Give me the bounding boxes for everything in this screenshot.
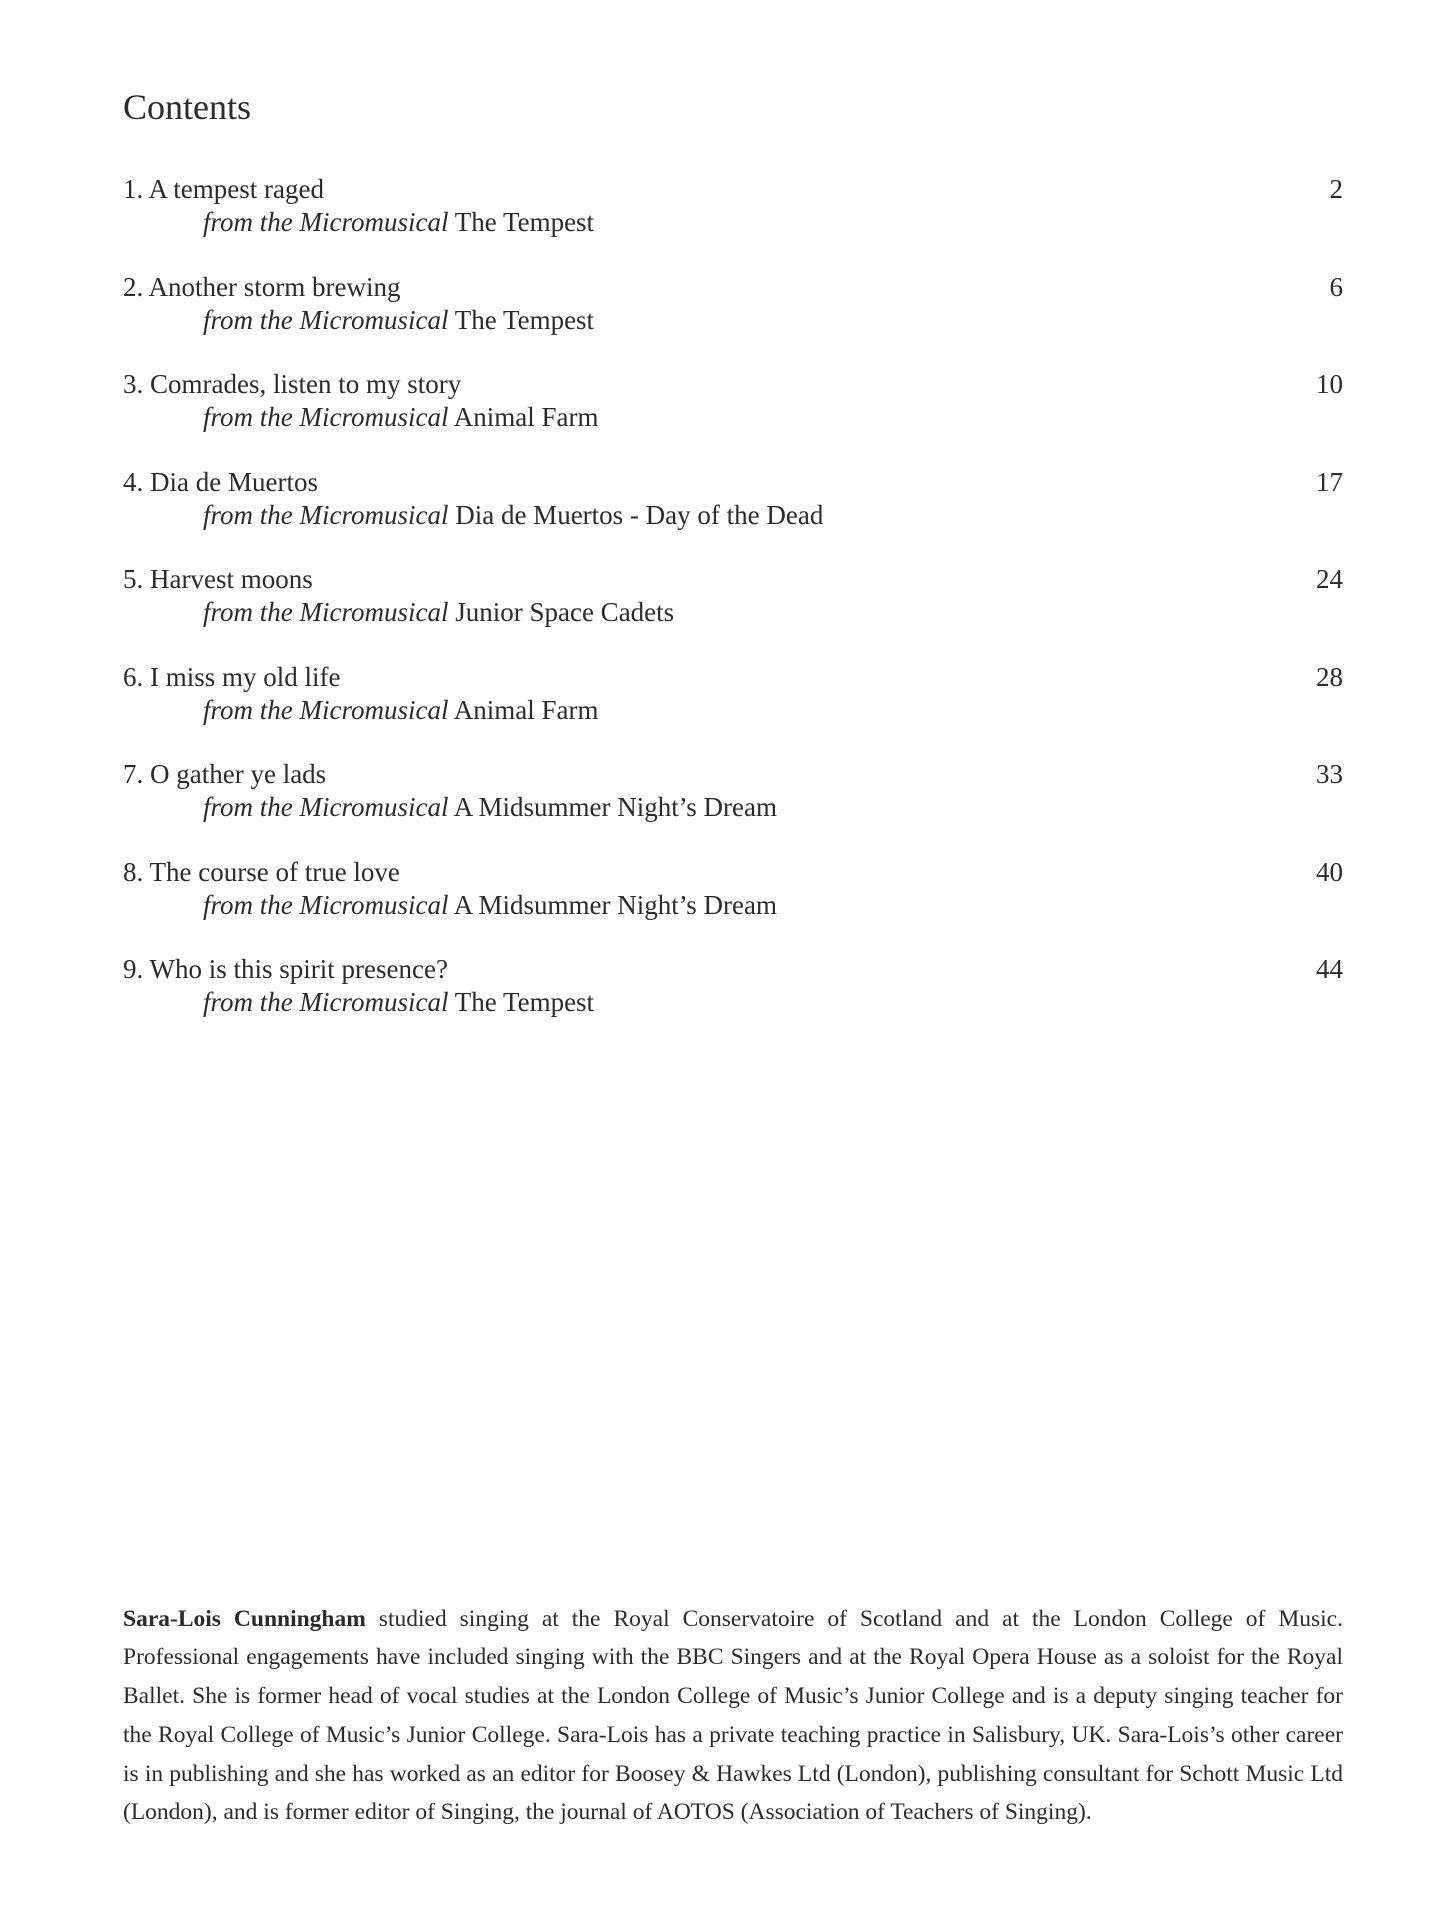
toc-entry-number: 9. — [123, 954, 144, 984]
toc-entry-title-text: A tempest raged — [148, 174, 324, 204]
toc-entry-source-prefix: from the Micromusical — [203, 499, 449, 530]
toc-entry-number: 2. — [123, 271, 144, 302]
toc-entry-title — [123, 855, 400, 889]
toc-entry-source-title: The Tempest — [454, 987, 595, 1017]
toc-entry — [123, 660, 1343, 758]
toc-entry-title-text: I miss my old life — [150, 661, 341, 692]
toc-entry-page-number: 17 — [1316, 466, 1343, 497]
toc-entry-source-title: The Tempest — [454, 207, 595, 237]
toc-entry-title-text: Dia de Muertos — [150, 466, 318, 497]
toc-entry-number: 5. — [123, 564, 144, 594]
toc-entry-number: 4. — [123, 466, 144, 497]
toc-entry-number: 6. — [123, 661, 144, 692]
toc-entry — [123, 562, 1343, 660]
toc-entry-source-prefix: from the Micromusical — [203, 402, 449, 432]
toc-entry-line — [123, 367, 1343, 401]
toc-entry-source-title: Junior Space Cadets — [455, 597, 675, 627]
toc-entry — [123, 270, 1343, 368]
toc-entry — [123, 172, 1343, 270]
toc-entry-page-number: 44 — [1316, 954, 1343, 984]
toc-entry-title — [123, 952, 448, 986]
toc-entry-page-number: 10 — [1316, 369, 1343, 399]
toc-entry-line — [123, 172, 1343, 206]
toc-entry-source — [123, 986, 1343, 1018]
toc-entry-source — [123, 889, 1343, 921]
toc-entry-page-number: 24 — [1316, 564, 1343, 594]
toc-entry-source-title: Dia de Muertos - Day of the Dead — [455, 499, 824, 530]
toc-entry-source-prefix: from the Micromusical — [203, 597, 449, 627]
toc-entry-source — [123, 596, 1343, 628]
toc-entry-title-text: Who is this spirit presence? — [149, 954, 448, 984]
toc-entry-source — [123, 206, 1343, 238]
toc-entry-source-prefix: from the Micromusical — [203, 304, 449, 335]
toc-entry-title-text: Another storm brewing — [148, 271, 401, 302]
toc-entry-title-text: Comrades, listen to my story — [150, 369, 462, 399]
toc-entry-source — [123, 499, 1343, 531]
toc-entry-page-number: 33 — [1316, 759, 1343, 789]
toc-entry-source-title: A Midsummer Night’s Dream — [453, 792, 777, 822]
toc-entry-source-prefix: from the Micromusical — [203, 889, 449, 920]
author-biography-text: studied singing at the Royal Conservatoire of Scotland and at the London College of Music. Professional engagements have included singing with the BBC Singers and at the Royal Opera House as a soloist for the Royal Ballet. She is former head of vocal studies at the London College of Music’s Junior College and is a deputy singing teacher for the Royal College of Music’s Junior College. Sara-Lois has a private teaching practice in Salisbury, UK. Sara-Lois’s other career is in publishing and she has worked as an editor for Boosey & Hawkes Ltd (London), publishing consultant for Schott Music Ltd (London), and is former editor of Singing, the journal of AOTOS (Association of Teachers of Singing). — [123, 1605, 1343, 1826]
toc-entry-line — [123, 855, 1343, 889]
toc-entry-page-number: 40 — [1316, 856, 1343, 887]
toc-entry-title — [123, 465, 318, 499]
toc-entry-source-title: A Midsummer Night’s Dream — [453, 889, 777, 920]
toc-entry-number: 3. — [123, 369, 144, 399]
author-name: Sara-Lois Cunningham — [123, 1605, 366, 1632]
toc-entry-title — [123, 757, 326, 791]
toc-entry-title — [123, 270, 400, 304]
toc-entry-title — [123, 172, 324, 206]
toc-entry — [123, 855, 1343, 953]
toc-entry-title — [123, 562, 313, 596]
toc-entry-title — [123, 367, 461, 401]
toc-entry-source-title: Animal Farm — [453, 402, 599, 432]
toc-entry — [123, 465, 1343, 563]
toc-entry — [123, 367, 1343, 465]
toc-entry-line — [123, 952, 1343, 986]
toc-entry-page-number: 28 — [1316, 661, 1343, 692]
toc-entry-line — [123, 660, 1343, 694]
toc-entry-number: 7. — [123, 759, 144, 789]
toc-entry-source-title: Animal Farm — [453, 694, 599, 725]
toc-entry-source-prefix: from the Micromusical — [203, 207, 449, 237]
toc-entry-source — [123, 401, 1343, 433]
toc-entry-line — [123, 757, 1343, 791]
table-of-contents — [123, 172, 1343, 1050]
toc-entry-title-text: Harvest moons — [150, 564, 313, 594]
toc-entry-number: 8. — [123, 856, 144, 887]
toc-entry-source-prefix: from the Micromusical — [203, 694, 449, 725]
toc-entry-source — [123, 304, 1343, 336]
toc-entry-source — [123, 791, 1343, 823]
toc-entry-line — [123, 270, 1343, 304]
toc-entry-line — [123, 562, 1343, 596]
author-biography — [123, 1600, 1343, 1833]
toc-entry — [123, 952, 1343, 1050]
page-title: Contents — [123, 87, 252, 127]
toc-entry-source-title: The Tempest — [454, 304, 595, 335]
toc-entry-line — [123, 465, 1343, 499]
toc-entry-title-text: O gather ye lads — [150, 759, 327, 789]
toc-entry-number: 1. — [123, 174, 144, 204]
toc-entry-page-number: 2 — [1329, 174, 1343, 204]
toc-entry — [123, 757, 1343, 855]
toc-entry-source-prefix: from the Micromusical — [203, 792, 449, 822]
toc-entry-source-prefix: from the Micromusical — [203, 987, 449, 1017]
toc-entry-title — [123, 660, 341, 694]
toc-entry-page-number: 6 — [1329, 271, 1343, 302]
toc-entry-source — [123, 694, 1343, 726]
toc-entry-title-text: The course of true love — [149, 856, 400, 887]
